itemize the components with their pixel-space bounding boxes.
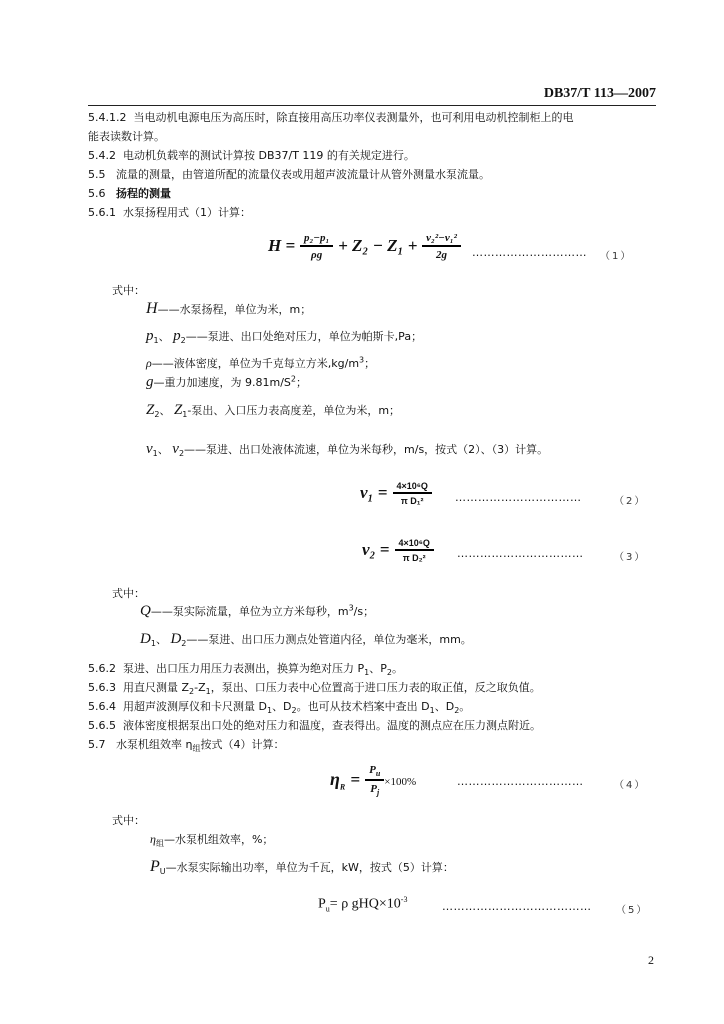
header-rule [88, 105, 656, 106]
clause-5-6-5: 5.6.5 液体密度根据泵出口处的绝对压力和温度，查表得出。温度的测点应在压力测点附近。 [88, 719, 541, 732]
definition-rho: ρ——液体密度，单位为千克每立方米$,kg/m^3$； [146, 355, 376, 370]
equation-2-number: （2） [614, 496, 647, 507]
definition-D: $D_1$、 $D_2——$泵进、出口压力测点处管道内径，单位为毫米，mm。 [140, 631, 472, 649]
equation-2: v₁ = $\frac{\text{4×10⁶Q}}{\text{π D₁²}}$ [360, 481, 432, 506]
equation-3-leader: …………………………… [457, 547, 584, 560]
clause-5-4-2: 5.4.2 电动机负载率的测试计算按 DB37/T 119 的有关规定进行。 [88, 149, 415, 162]
definition-p: $p_1$、 $p_2——$泵进、出口处绝对压力，单位为帕斯卡,Pa； [146, 328, 423, 346]
definition-Q: Q——泵实际流量，单位为立方米每秒，$m^3/s$； [140, 603, 375, 619]
equation-1-leader: ………………………… [472, 246, 587, 259]
equation-1-number: （1） [600, 251, 633, 262]
equation-2-leader: …………………………… [455, 491, 582, 504]
clause-text: 当电动机电源电压为高压时，除直接用高压功率仪表测量外，也可利用电动机控制柜上的电 [133, 111, 574, 124]
clause-5-7: 5.7 水泵机组效率 $\eta_组$按式（4）计算： [88, 738, 285, 754]
equation-3: v₂ = $\frac{\text{4×10⁶Q}}{\text{π D₂²}}$ [362, 538, 434, 563]
clause-number: 5.4.1.2 [88, 111, 127, 124]
clause-5-6-heading: 5.6 扬程的测量 [88, 187, 171, 200]
equation-4-leader: …………………………… [457, 775, 584, 788]
clause-5-4-1-2 [88, 108, 573, 127]
equation-4: $\eta_R$ = $\frac{P_u}{P_j}$ ×100% [330, 764, 417, 798]
page-number: 2 [648, 953, 654, 967]
clause-5-6-3: 5.6.3 用直尺测量 $Z_2-Z_1$，泵出、口压力表中心位置高于进口压力表的取正值，反之取负值。 [88, 681, 541, 697]
clause-5-6-1: 5.6.1 水泵扬程用式（1）计算： [88, 206, 251, 219]
equation-3-number: （3） [614, 552, 647, 563]
definition-H: H——水泵扬程，单位为米，m； [146, 300, 312, 317]
definition-g: g—重力加速度，为 $9.81m/S^2$； [146, 374, 307, 390]
clause-5-6-2: 5.6.2 泵进、出口压力用压力表测出，换算为绝对压力 $P_1$、$P_2$。 [88, 662, 403, 678]
definition-eta: $\eta_组—$水泵机组效率，%； [150, 832, 274, 849]
equation-5: $P_u= \rho$ $gHQ\times 10^{-3}$ [318, 895, 408, 914]
clause-5-4-1-2-cont: 能表读数计算。 [88, 130, 165, 143]
where-label: 式中： [112, 284, 145, 297]
clause-5-5: 5.5 流量的测量，由管道所配的流量仪表或用超声波流量计从管外测量水泵流量。 [88, 168, 490, 181]
clause-5-6-4: 5.6.4 用超声波测厚仪和卡尺测量 $D_1$、$D_2$。也可从技术档案中查出 $D_1$、$D_2$。 [88, 700, 471, 716]
equation-5-number: （5） [616, 905, 649, 916]
definition-v: $v_1$、 $v_2——$泵进、出口处液体流速，单位为米每秒，m/s，按式（2）、（3）计算。 [146, 441, 549, 459]
definition-Z: $Z_2$、 $Z_1-$泵出、入口压力表高度差，单位为米，m； [146, 402, 401, 420]
where-label-2: 式中： [112, 587, 145, 600]
standard-code-header: DB37/T 113—2007 [543, 86, 656, 101]
equation-4-number: （4） [614, 780, 647, 791]
definition-Pu: $P_U—$水泵实际输出功率，单位为千瓦，kW，按式（5）计算： [150, 858, 454, 877]
equation-1: H = $\frac{\text{p₂−p₁}}{\rho g}$ + Z₂ − Z₁ + $\frac{\text{v₂²−v₁²}}{2g}$ [268, 232, 461, 261]
equation-5-leader: ………………………………… [442, 900, 592, 913]
where-label-3: 式中： [112, 814, 145, 827]
